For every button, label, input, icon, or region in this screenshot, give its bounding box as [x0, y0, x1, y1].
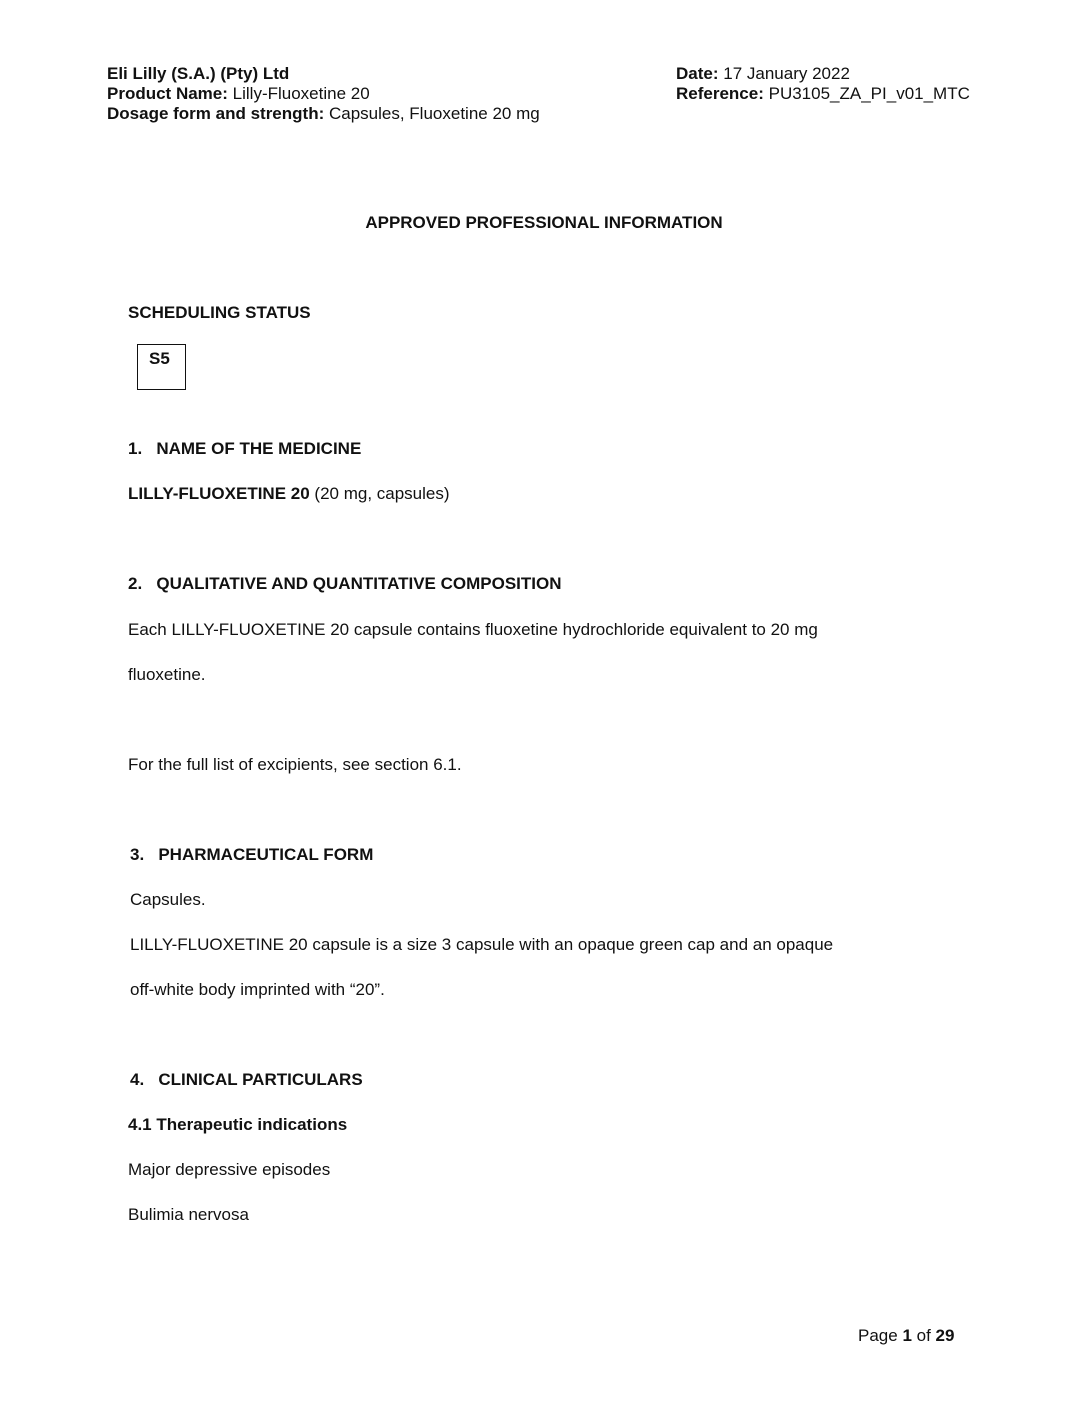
indication-item: Major depressive episodes	[128, 1160, 331, 1179]
header-right	[676, 64, 970, 104]
medicine-name: LILLY-FLUOXETINE 20	[128, 484, 310, 503]
dosage-value: Capsules, Fluoxetine 20 mg	[328, 104, 540, 123]
date-label: Date:	[676, 64, 719, 83]
composition-line-2: fluoxetine.	[128, 665, 206, 684]
excipients-note: For the full list of excipients, see section 6.1.	[128, 755, 462, 774]
product-name-value: Lilly-Fluoxetine 20	[232, 84, 370, 103]
product-name-line	[107, 84, 540, 104]
composition-line-1: Each LILLY-FLUOXETINE 20 capsule contains fluoxetine hydrochloride equivalent to 20 mg	[128, 620, 818, 639]
document-title: APPROVED PROFESSIONAL INFORMATION	[365, 213, 723, 232]
header-left	[107, 64, 540, 124]
reference-label: Reference:	[676, 84, 764, 103]
section3-title: 3. PHARMACEUTICAL FORM	[130, 845, 374, 864]
dosage-label: Dosage form and strength:	[107, 104, 325, 123]
medicine-name-detail: (20 mg, capsules)	[309, 484, 450, 503]
section2-title: 2. QUALITATIVE AND QUANTITATIVE COMPOSITION	[128, 574, 562, 593]
reference-value: PU3105_ZA_PI_v01_MTC	[768, 84, 970, 103]
medicine-name-line	[128, 484, 450, 504]
product-name-label: Product Name:	[107, 84, 228, 103]
reference-line	[676, 84, 970, 104]
page-prefix: Page	[858, 1326, 903, 1345]
section1-title: 1. NAME OF THE MEDICINE	[128, 439, 362, 458]
section4-1-title: 4.1 Therapeutic indications	[128, 1115, 348, 1134]
page-current: 1	[902, 1326, 912, 1345]
scheduling-title: SCHEDULING STATUS	[128, 303, 311, 322]
page-number	[858, 1326, 954, 1346]
date-value: 17 January 2022	[723, 64, 850, 83]
schedule-status: S5	[149, 349, 170, 368]
schedule-status-box	[137, 344, 186, 390]
page-total: 29	[935, 1326, 955, 1345]
dosage-line	[107, 104, 540, 124]
page-of: of	[911, 1326, 936, 1345]
form-line-1: Capsules.	[130, 890, 206, 909]
date-line	[676, 64, 970, 84]
indication-item: Bulimia nervosa	[128, 1205, 249, 1224]
section4-title: 4. CLINICAL PARTICULARS	[130, 1070, 363, 1089]
form-line-3: off-white body imprinted with “20”.	[130, 980, 385, 999]
form-line-2: LILLY-FLUOXETINE 20 capsule is a size 3 capsule with an opaque green cap and an opaque	[130, 935, 834, 954]
company-name: Eli Lilly (S.A.) (Pty) Ltd	[107, 64, 290, 83]
